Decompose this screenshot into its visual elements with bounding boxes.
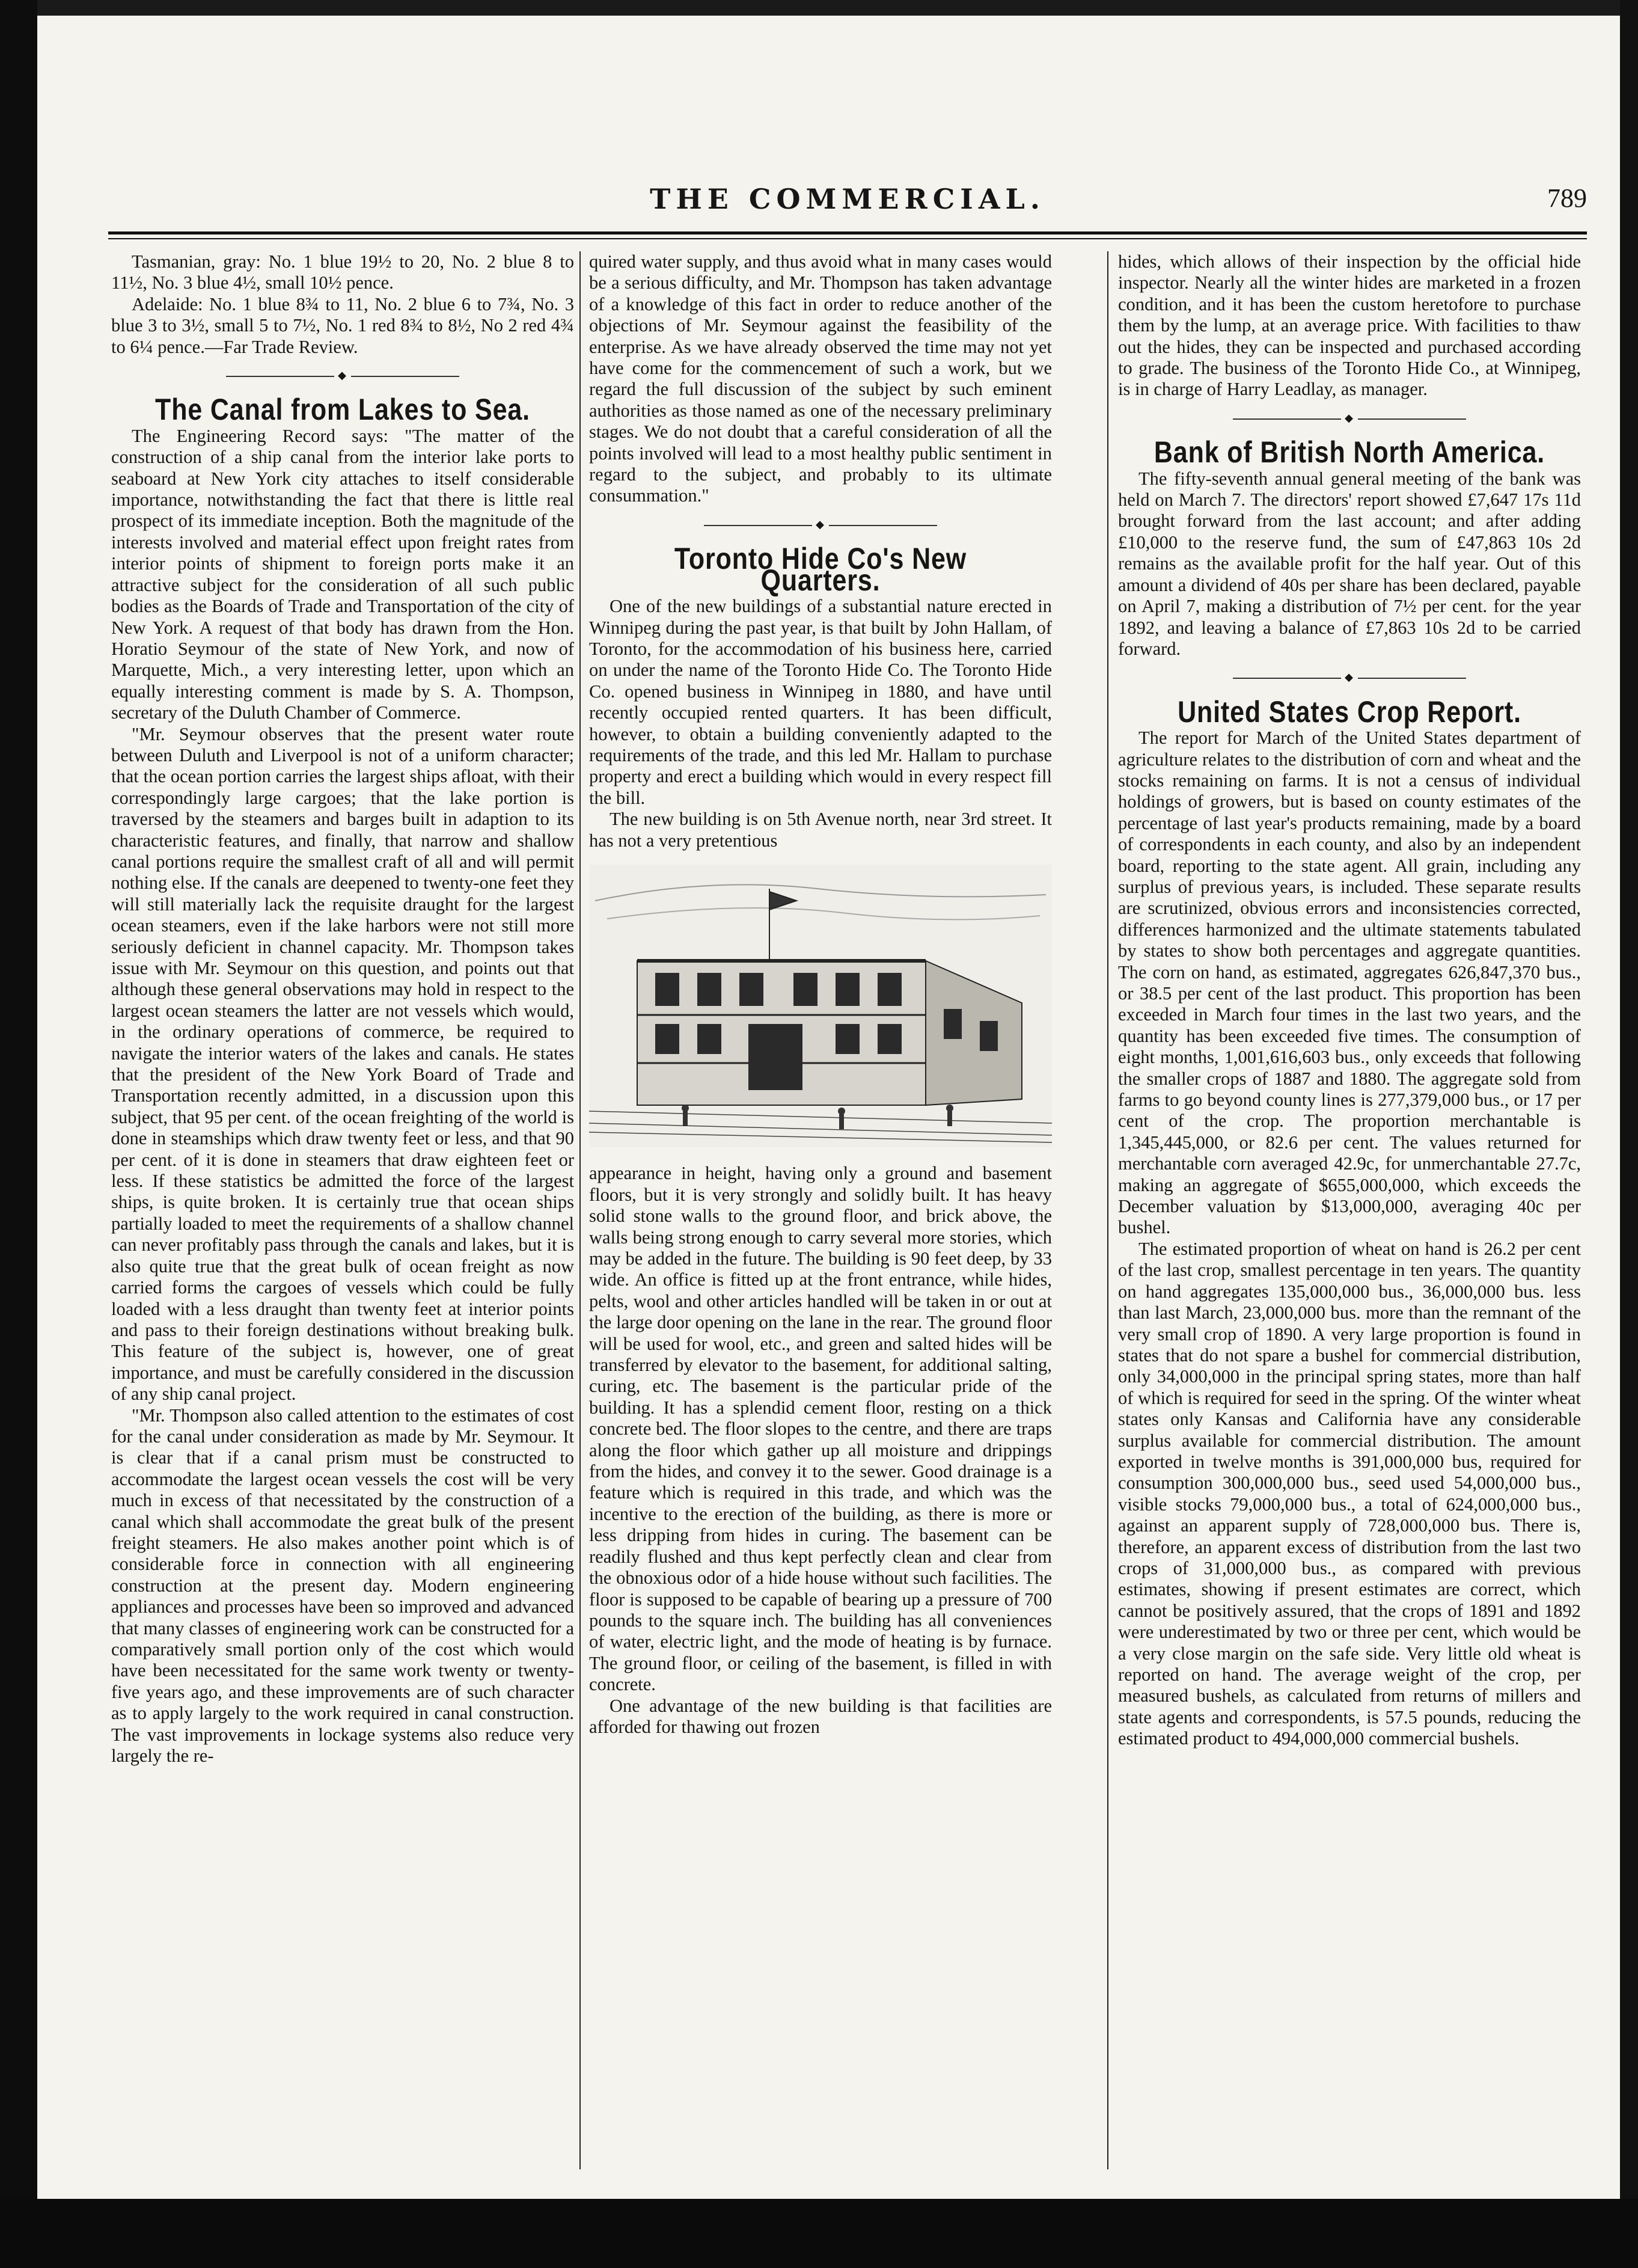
article-paragraph: "Mr. Thompson also called attention to the estimates of cost for the canal under consideration as made by Mr. Seymour. It is clear that if a canal prism must be constructed to accommodate the largest ocean vessels the cost will be very much in excess of that necessitated by the construction of a canal which shall accommodate the great bulk of the present freight steamers. He also makes another point which is of considerable force in connection with all engineering construction at the present day. Modern engineering appliances and processes have been so improved and advanced that many classes of engineering work can be constructed for a comparatively small portion only of the cost which would have been necessitated for the same work twenty or twenty-five years ago, and these improvements are of such character as to apply largely to the work required in canal construction. The vast improvements in lockage systems also reduce very largely the re-: [111, 1405, 574, 1767]
section-divider: ◆: [589, 514, 1052, 535]
section-divider: ◆: [1118, 408, 1581, 429]
column-3: [1118, 251, 1581, 2169]
section-divider: ◆: [1118, 667, 1581, 688]
article-paragraph: The estimated proportion of wheat on hand is 26.2 per cent of the last crop, smallest percentage in ten years. The quantity on hand aggregates 135,000,000 bus., 36,000,000 bus. less than last March, 23,000,000 bus. more than the remnant of the very small crop of 1890. A very large proportion is found in states that do not spare a bushel for commercial distribution, only 34,000,000 in the principal spring states, more than half of which is required for seed in the spring. Of the winter wheat states only Kansas and California have any considerable surplus available for commercial distribution. The amount exported in twelve months is 391,000,000 bus, required for consumption 300,000,000 bus., seed used 54,000,000 bus., visible stocks 79,000,000 bus., a total of 624,000,000 bus., against an apparent supply of 728,000,000 bus. There is, therefore, an apparent excess of distribution from the last two crops of 31,000,000 bus., as compared with previous estimates, showing if present estimates are correct, which cannot be positively assured, that the crops of 1891 and 1892 were underestimated by two or three per cent, which would be a very close margin on the safe side. Very little old wheat is reported on hand. The average weight of the crop, per measured bushels, as calculated from returns of millers and state agents and correspondents, is 57.5 pounds, reducing the estimated product to 494,000,000 commercial bushels.: [1118, 1238, 1581, 1749]
scan-border-top: [37, 0, 1620, 16]
building-engraving-image: [589, 865, 1052, 1147]
article-paragraph: quired water supply, and thus avoid what in many cases would be a serious difficulty, and Mr. Thompson has taken advantage of a knowledge of this fact in order to reduce another of the objections of Mr. Seymour against the feasibility of the enterprise. As we have already observed the time may not yet have come for the commencement of such a work, but we regard the full discussion of the subject by such eminent authorities as those named as one of the necessary preliminary stages. We do not doubt that a careful consideration of all the points involved will lead to a most healthy public sentiment in regard to the subject, and probably to its ultimate consummation.": [589, 251, 1052, 506]
article-paragraph: appearance in height, having only a ground and basement floors, but it is very strongly and solidly built. It has heavy solid stone walls to the ground floor, and brick above, the walls being strong enough to carry several more stories, which may be added in the future. The building is 90 feet deep, by 33 wide. An office is fitted up at the front entrance, while hides, pelts, wool and other articles handled will be taken in or out at the large door opening on the lane in the rear. The ground floor will be used for wool, etc., and green and salted hides will be transferred by elevator to the basement, for additional salting, curing, etc. The basement is the particular pride of the building. It has a splendid cement floor, resting on a thick concrete bed. The floor slopes to the centre, and there are traps along the floor which gather up all moisture and drippings from the hides, and convey it to the sewer. Good drainage is a feature which is required in this trade, and which was the incentive to the erection of the building, as there is more or less dripping from hides in curing. The basement can be readily flushed and thus kept perfectly clean and clear from the obnoxious odor of a hide house without such facilities. The floor is supposed to be capable of bearing up a pressure of 700 pounds to the square inch. The building has all conveniences of water, electric light, and the mode of heating is by furnace. The ground floor, or ceiling of the basement, is filled in with concrete.: [589, 1163, 1052, 1695]
header-rule: [108, 231, 1587, 234]
article-paragraph: The new building is on 5th Avenue north, near 3rd street. It has not a very pretentious: [589, 809, 1052, 851]
scan-border-right: [1620, 0, 1638, 2268]
article-title-crop: United States Crop Report.: [1178, 694, 1521, 729]
section-divider: ◆: [111, 365, 574, 386]
article-paragraph: "Mr. Seymour observes that the present water route between Duluth and Liverpool is not of a uniform character; that the ocean portion carries the largest ships afloat, with their correspondingly large cargoes; that the lake portion is traversed by the steamers and barges built in adaption to its characteristic features, and finally, that narrow and shallow canal portions require the smallest craft of all and will permit nothing else. If the canals are deepened to twenty-one feet they will still materially lack the requisite draught for the largest ocean steamers, even if the lake harbors were not still more seriously deficient in channel capacity. Mr. Thompson takes issue with Mr. Seymour on this question, and points out that although these general observations may hold in respect to the largest ocean steamers the latter are not vessels which would, in the ordinary operations of commerce, be required to navigate the interior waters of the lakes and canals. He states that the president of the New York Board of Trade and Transportation recently admitted, in a discussion upon this subject, that 95 per cent. of the ocean freighting of the world is done in steamships which draw twenty feet or less, and that 90 per cent. of it is done in steamers that draw eighteen feet or less. If these statistics be admitted the force of the largest ships, is quite broken. It is certainly true that ocean ships partially loaded to meet the requirements of a shallow channel can never profitably pass through the canals and lakes, but it is also quite true that the great bulk of ocean freight as now carried forms the cargoes of vessels which could be fully loaded with a less draught than twenty feet at interior points and pass to their foreign destinations without breaking bulk. This feature of the subject is, however, one of great importance, and must be carefully considered in the discussion of any ship canal project.: [111, 723, 574, 1405]
article-paragraph: The report for March of the United States department of agriculture relates to the distribution of corn and wheat and the stocks remaining on farms. It is not a census of individual holdings of growers, but is based on county estimates of the percentage of last year's products remaining, made by a board of correspondents in each county, and also by an independent board, reporting to the state agent. All grain, including any surplus of previous years, is included. These separate results are scrutinized, obvious errors and inconsistencies corrected, differences harmonized and the ultimate statements tabulated by states to show both percentages and aggregate quantities. The corn on hand, as estimated, aggregates 626,847,370 bus., or 38.5 per cent of the last product. This proportion has been exceeded in March four times in the last two years, and the quantity has been exceeded five times. The consumption of eight months, 1,001,616,603 bus., only exceeds that following the smaller crops of 1887 and 1880. The aggregate sold from farms to go beyond county lines is 277,379,000 bus., or 17 per cent of the crop. The proportion merchantable is 1,345,445,000, or 82.6 per cent. The values returned for merchantable corn averaged 42.9c, for unmerchantable 27.7c, making an aggregate of $655,000,000, which exceeds the December valuation by $13,000,000, averaging 40c per bushel.: [1118, 728, 1581, 1238]
article-paragraph: One of the new buildings of a substantial nature erected in Winnipeg during the past year, is that built by John Hallam, of Toronto, for the accommodation of his business here, carried on under the name of the Toronto Hide Co. The Toronto Hide Co. opened business in Winnipeg in 1880, and have until recently occupied rented quarters. It has been difficult, however, to obtain a building conveniently adapted to the requirements of the trade, and this led Mr. Hallam to purchase property and erect a building which would in every respect fill the bill.: [589, 596, 1052, 808]
column-rule-1: [579, 251, 581, 2169]
masthead: [108, 180, 1587, 216]
newspaper-title: THE COMMERCIAL.: [650, 183, 1045, 215]
article-title-bank: Bank of British North America.: [1154, 435, 1545, 470]
header-rule-thin: [108, 238, 1587, 239]
article-paragraph: The fifty-seventh annual general meeting of the bank was held on March 7. The directors' report showed £7,647 17s 11d brought forward from the last account; and after adding £10,000 to the reserve fund, the sum of £47,863 10s 2d remains as the available profit for the half year. Out of this amount a dividend of 40s per share has been declared, payable on April 7, making a distribution of 7½ per cent. for the year 1892, and leaving a balance of £7,863 10s 2d to be carried forward.: [1118, 468, 1581, 659]
article-title-hide: Toronto Hide Co's New Quarters.: [674, 542, 967, 597]
article-paragraph: hides, which allows of their inspection by the official hide inspector. Nearly all the winter hides are marketed in a frozen condition, and it has been the custom heretofore to purchase them by the lump, at an average price. With facilities to thaw out the hides, they can be inspected and purchased according to grade. The business of the Toronto Hide Co., at Winnipeg, is in charge of Harry Leadlay, as manager.: [1118, 251, 1581, 400]
article-paragraph: One advantage of the new building is that facilities are afforded for thawing out frozen: [589, 1695, 1052, 1737]
tasmanian-prices: Tasmanian, gray: No. 1 blue 19½ to 20, No. 2 blue 8 to 11½, No. 3 blue 4½, small 10½ pence.: [111, 251, 574, 293]
scan-border-bottom: [0, 2199, 1638, 2268]
article-paragraph: The Engineering Record says: "The matter of the construction of a ship canal from the interior lake ports to seaboard at New York city attaches to itself considerable importance, notwithstanding the fact that there is little real prospect of its immediate inception. Both the magnitude of the interests involved and material effect upon freight rates from interior points of shipment to foreign ports make it an attractive subject for the consideration of all such public bodies as the Boards of Trade and Transportation of the city of New York. A request of that body has drawn from the Hon. Horatio Seymour of the state of New York, and now of Marquette, Mich., a very interesting letter, upon which an equally interesting comment is made by S. A. Thompson, secretary of the Duluth Chamber of Commerce.: [111, 425, 574, 723]
scan-border-left: [0, 0, 37, 2268]
column-1: [111, 251, 574, 2169]
page-number: 789: [1547, 183, 1587, 213]
column-2: [589, 251, 1052, 2169]
column-rule-2: [1107, 251, 1108, 2169]
adelaide-prices: Adelaide: No. 1 blue 8¾ to 11, No. 2 blue 6 to 7¾, No. 3 blue 3 to 3½, small 5 to 7½, No. 1 red 8¾ to 8½, No 2 red 4¾ to 6¼ pence.—Far Trade Review.: [111, 293, 574, 357]
article-title-canal: The Canal from Lakes to Sea.: [155, 393, 530, 427]
